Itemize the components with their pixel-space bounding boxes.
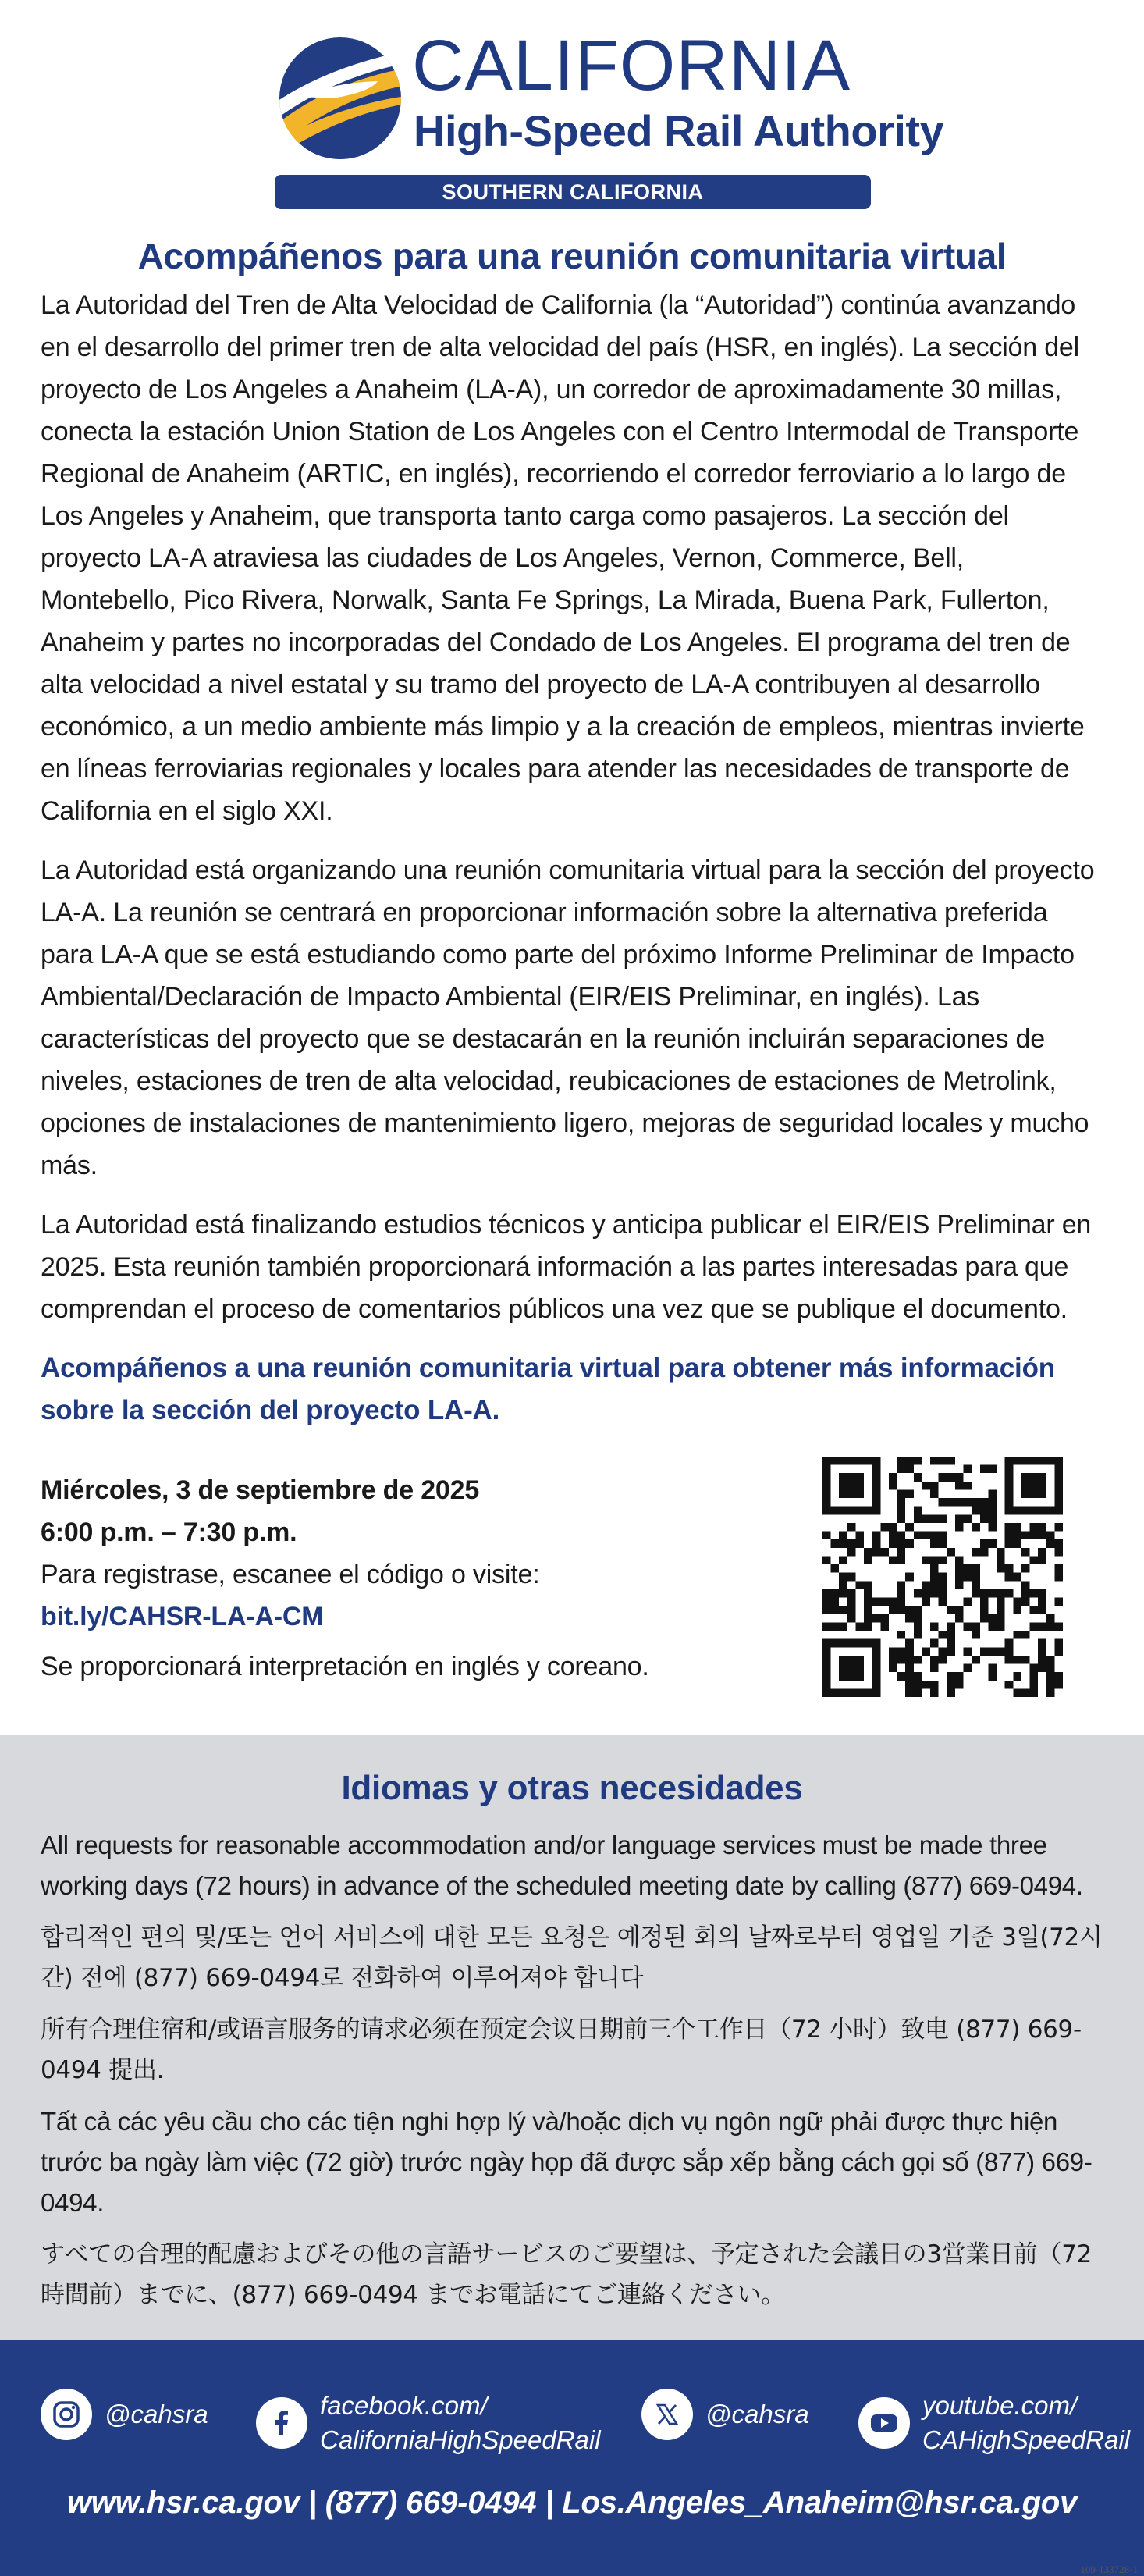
event-time: 6:00 p.m. – 7:30 p.m. xyxy=(41,1517,297,1547)
languages-section xyxy=(0,1735,1144,2340)
english-notice: All requests for reasonable accommodation and/or language services must be made three working days (72 hours) in advance of the scheduled meeting date by calling (877) 669-0494. xyxy=(41,1831,1083,1900)
register-text: Para registrase, escanee el código o visite: xyxy=(41,1560,540,1589)
x-link[interactable] xyxy=(641,2389,809,2440)
youtube-link[interactable] xyxy=(858,2389,1130,2457)
header xyxy=(0,0,1144,226)
youtube-icon xyxy=(858,2397,910,2449)
logo-subtitle: High-Speed Rail Authority xyxy=(414,106,944,155)
event-date: Miércoles, 3 de septiembre de 2025 xyxy=(41,1475,480,1505)
facebook-url-line1: facebook.com/ xyxy=(320,2391,488,2420)
document-id: 109-133728-1 xyxy=(1080,2564,1138,2575)
japanese-notice: すべての合理的配慮およびその他の言語サービスのご要望は、予定された会議日の3営業日前（72時間前）までに、(877) 669-0494 までお電話にてご連絡ください。 xyxy=(41,2240,1092,2309)
interpretation-note: Se proporcionará interpretación en inglés y coreano. xyxy=(41,1652,649,1681)
page-title: Acompáñenos para una reunión comunitaria virtual xyxy=(137,236,1007,276)
languages-heading: Idiomas y otras necesidades xyxy=(341,1769,803,1807)
youtube-url-line2: CAHighSpeedRail xyxy=(922,2425,1130,2454)
intro-paragraph: La Autoridad del Tren de Alta Velocidad de California (la “Autoridad”) continúa avanzando en el desarrollo del primer tren de alta velocidad del país (HSR, en inglés). La sección del proyecto de Los Angeles a Anaheim (LA-A), un corredor de aproximadamente 30 millas, conecta la estación Union Station de Los Angeles con el Centro Intermodal de Transporte Regional de Anaheim (ARTIC, en inglés), recorriendo el corredor ferroviario a lo largo de Los Angeles y Anaheim, que transporta tanto carga como pasajeros. La sección del proyecto LA-A atraviesa las ciudades de Los Angeles, Vernon, Commerce, Bell, Montebello, Pico Rivera, Norwalk, Santa Fe Springs, La Mirada, Buena Park, Fullerton, Anaheim y partes no incorporadas del Condado de Los Angeles. El programa del tren de alta velocidad a nivel estatal y su tramo del proyecto de LA-A contribuyen al desarrollo económico, a un medio ambiente más limpio y a la creación de empleos, mientras invierte en líneas ferroviarias regionales y locales para atender las necesidades de transporte de California en el siglo XXI. xyxy=(41,290,1085,826)
meeting-paragraph: La Autoridad está organizando una reunión comunitaria virtual para la sección del proyecto LA-A. La reunión se centrará en proporcionar información sobre la alternativa preferida para LA-A que se está estudiando como parte del próximo Informe Preliminar de Impacto Ambiental/Declaración de Impacto Ambiental (EIR/EIS Preliminar, en inglés). Las características del proyecto que se destacarán en la reunión incluirán separaciones de niveles, estaciones de tren de alta velocidad, reubicaciones de estaciones de Metrolink, opciones de instalaciones de mantenimiento ligero, mejoras de seguridad locales y mucho más. xyxy=(41,856,1095,1180)
instagram-link[interactable] xyxy=(41,2389,208,2440)
instagram-handle: @cahsra xyxy=(105,2400,208,2428)
instagram-icon xyxy=(41,2389,92,2440)
chinese-notice: 所有合理住宿和/或语言服务的请求必须在预定会议日期前三个工作日（72 小时）致电 (877) 669-0494 提出. xyxy=(41,2016,1082,2084)
footer xyxy=(0,2340,1144,2576)
qr-code-icon[interactable] xyxy=(822,1457,1063,1697)
x-handle: @cahsra xyxy=(705,2400,809,2428)
hsr-logo-icon xyxy=(278,36,403,161)
main-content xyxy=(41,231,1103,1432)
vietnamese-notice: Tất cả các yêu cầu cho các tiện nghi hợp lý và/hoặc dịch vụ ngôn ngữ phải được thực hiện trước ba ngày làm việc (72 giờ) trước ngày họp đã được sắp xếp bằng cách gọi số (877) 669-0494. xyxy=(41,2107,1092,2217)
korean-notice: 합리적인 편의 및/또는 언어 서비스에 대한 모든 요청은 예정된 회의 날짜로부터 영업일 기준 3일(72시간) 전에 (877) 669-0494로 전화하여 이루어져야 합니다 xyxy=(41,1923,1103,1992)
facebook-link[interactable] xyxy=(256,2389,601,2457)
logo-title: CALIFORNIA xyxy=(412,26,851,105)
facebook-icon xyxy=(256,2397,307,2449)
contact-line[interactable]: www.hsr.ca.gov | (877) 669-0494 | Los.Angeles_Anaheim@hsr.ca.gov xyxy=(66,2485,1078,2520)
call-to-action: Acompáñenos a una reunión comunitaria virtual para obtener más información sobre la sección del proyecto LA-A. xyxy=(41,1353,1055,1425)
event-details xyxy=(41,1469,774,1688)
x-icon xyxy=(641,2389,693,2440)
register-link[interactable]: bit.ly/CAHSR-LA-A-CM xyxy=(41,1602,324,1631)
youtube-url-line1: youtube.com/ xyxy=(922,2391,1078,2420)
region-bar: SOUTHERN CALIFORNIA xyxy=(275,175,871,209)
facebook-url-line2: CaliforniaHighSpeedRail xyxy=(320,2425,601,2454)
schedule-paragraph: La Autoridad está finalizando estudios técnicos y anticipa publicar el EIR/EIS Preliminar en 2025. Esta reunión también proporcionará información a las partes interesadas para que comprendan el proceso de comentarios públicos una vez que se publique el documento. xyxy=(41,1210,1092,1324)
